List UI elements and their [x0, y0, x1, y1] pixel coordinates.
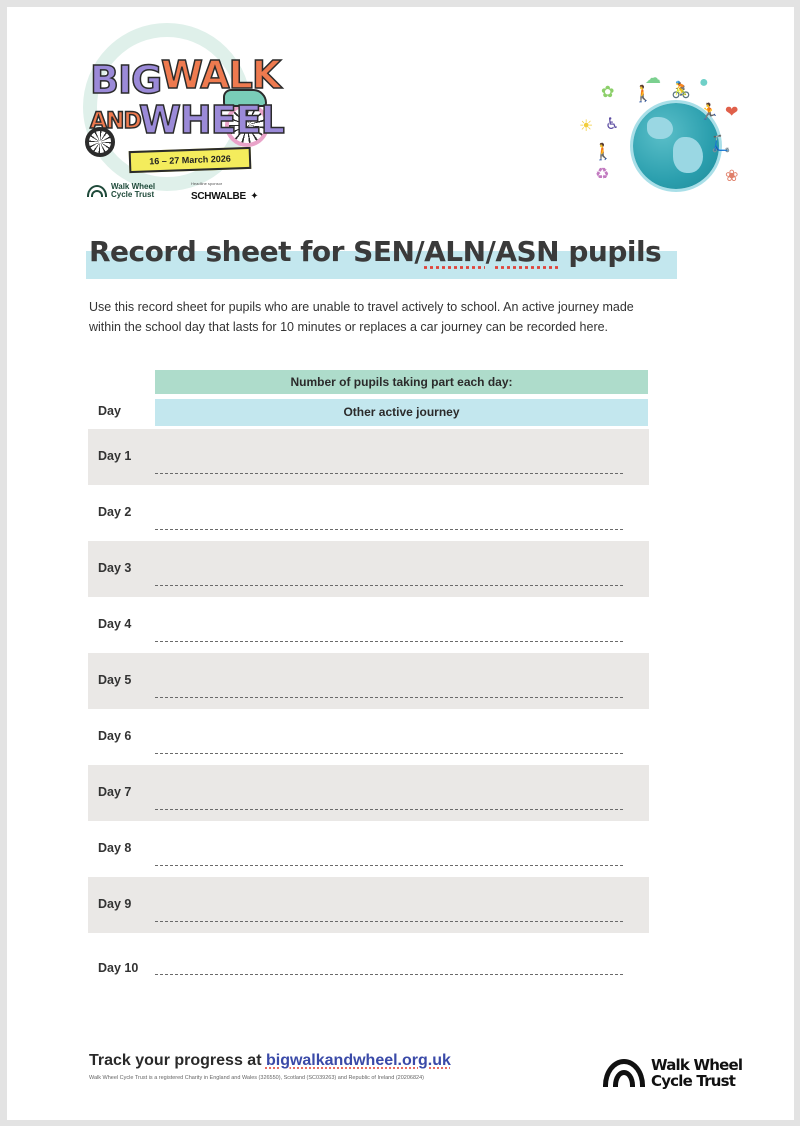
entry-field-day-7[interactable]	[155, 809, 623, 810]
sponsor-name: SCHWALBE	[191, 191, 246, 202]
website-link[interactable]: bigwalkandwheel.org.uk	[265, 1052, 451, 1069]
globe-illustration	[575, 65, 755, 195]
table-row	[88, 709, 649, 765]
record-table	[88, 429, 649, 989]
intro-text: Use this record sheet for pupils who are unable to travel actively to school. An active journey made within the school day that lasts for 10 minutes or replaces a car journey can be recorded here.	[89, 300, 634, 334]
table-row	[88, 933, 649, 989]
cyclist-icon: 🚴	[671, 82, 691, 99]
logo-word-wheel: WHEEL	[139, 98, 284, 142]
wwct-logo-line2: Cycle Trust	[651, 1072, 736, 1090]
walker-icon: 🚶	[633, 86, 653, 103]
sponsor-label: Headline sponsor	[191, 181, 223, 186]
table-row	[88, 653, 649, 709]
wwct-logo-line1: Walk Wheel	[651, 1056, 743, 1074]
entry-field-day-1[interactable]	[155, 473, 623, 474]
other-active-journey-header: Other active journey	[155, 399, 648, 426]
day-column-header: Day	[98, 404, 121, 418]
day-label: Day 9	[98, 897, 132, 911]
entry-field-day-2[interactable]	[155, 529, 623, 530]
title-slash: /	[485, 235, 496, 268]
cta-prefix: Track your progress at	[89, 1052, 266, 1069]
day-label: Day 5	[98, 673, 132, 687]
group-header: Number of pupils taking part each day:	[155, 370, 648, 394]
runner-icon: 🏃	[699, 104, 719, 121]
wwct-logo-text	[651, 1057, 742, 1089]
leaf-orange-icon: ❀	[725, 168, 739, 185]
table-row	[88, 821, 649, 877]
title-prefix: Record sheet for SEN/	[89, 235, 425, 268]
title-suffix: pupils	[559, 235, 662, 268]
table-row	[88, 877, 649, 933]
organiser-logo	[87, 183, 159, 199]
wwct-arcs-icon	[603, 1059, 645, 1087]
recycle-icon: ♻	[595, 166, 610, 183]
apple-icon: ●	[699, 74, 709, 91]
table-row	[88, 485, 649, 541]
page-title	[89, 235, 661, 268]
day-label: Day 6	[98, 729, 132, 743]
organiser-name: Walk Wheel Cycle Trust	[111, 182, 156, 199]
logo-word-big: BIG	[90, 58, 162, 102]
entry-field-day-5[interactable]	[155, 697, 623, 698]
table-row	[88, 429, 649, 485]
logo-word-walk: WALK	[161, 53, 281, 97]
logo-word-and: AND	[90, 109, 141, 134]
title-aln: ALN	[424, 235, 486, 268]
table-row	[88, 597, 649, 653]
entry-field-day-6[interactable]	[155, 753, 623, 754]
day-label: Day 8	[98, 841, 132, 855]
entry-field-day-3[interactable]	[155, 585, 623, 586]
record-sheet-page	[7, 7, 794, 1120]
day-label: Day 2	[98, 505, 132, 519]
day-label: Day 7	[98, 785, 132, 799]
entry-field-day-4[interactable]	[155, 641, 623, 642]
walkers-icon: 🚶	[593, 144, 613, 161]
day-label: Day 4	[98, 617, 132, 631]
big-walk-and-wheel-logo	[75, 21, 284, 206]
lightbulb-icon: ☀	[579, 118, 594, 135]
day-label: Day 10	[98, 961, 139, 975]
table-row	[88, 765, 649, 821]
day-label: Day 3	[98, 561, 132, 575]
wheelchair-icon: ♿	[605, 116, 620, 133]
event-dates: 16 – 27 March 2026	[129, 147, 252, 173]
track-progress-text	[89, 1052, 451, 1070]
scooter-icon: 🛴	[711, 136, 731, 153]
entry-field-day-9[interactable]	[155, 921, 623, 922]
wwct-arcs-icon	[87, 185, 107, 197]
entry-field-day-10[interactable]	[155, 974, 623, 975]
walk-wheel-cycle-trust-logo	[603, 1057, 742, 1089]
sponsor-bird-icon: ✦	[250, 191, 259, 202]
cloud-icon: ☁	[645, 70, 661, 87]
entry-field-day-8[interactable]	[155, 865, 623, 866]
sponsor-logo	[191, 181, 258, 204]
day-label: Day 1	[98, 449, 132, 463]
partner-logos	[87, 179, 277, 209]
heart-icon: ❤	[725, 104, 739, 121]
charity-registration-note: Walk Wheel Cycle Trust is a registered Charity in England and Wales (326550), Scotland (SC039263) and Republic of Ireland (20206824)	[89, 1075, 424, 1081]
title-asn: ASN	[495, 235, 560, 268]
table-row	[88, 541, 649, 597]
leaf-icon: ✿	[601, 84, 615, 101]
